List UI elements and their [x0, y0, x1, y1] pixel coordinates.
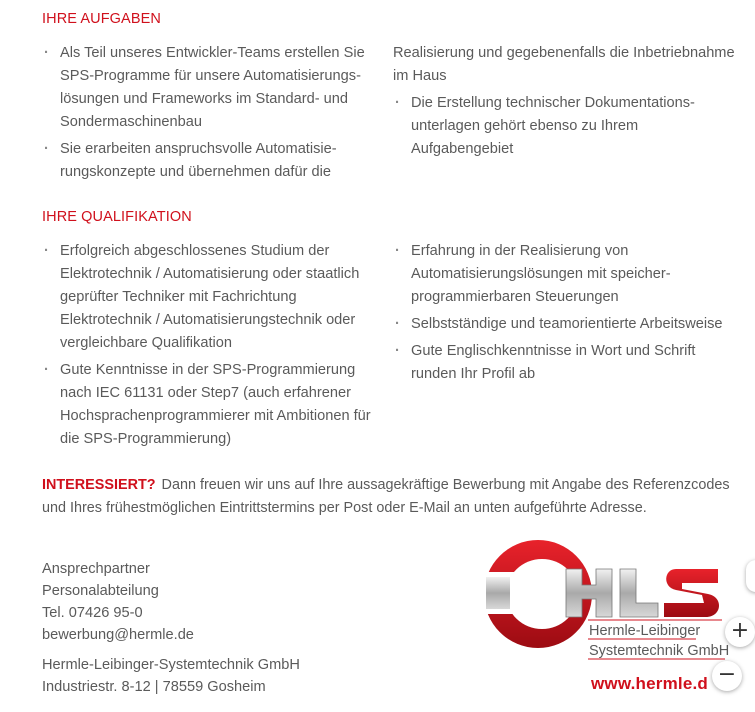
list-item: · Gute Kenntnisse in der SPS-Programmierung nach IEC 61131 oder Step7 (auch erfahrener Hochsprachenprogrammierer mit Ambitionen für die SPS-Programmierung) — [42, 359, 382, 451]
contact-address: Industriestr. 8-12 | 78559 Gosheim — [42, 679, 266, 695]
contact-line2: Personalabteilung — [42, 583, 159, 599]
logo-text-line1: Hermle-Leibinger — [589, 623, 701, 639]
list-item: · Als Teil unseres Entwickler-Teams erstellen Sie SPS-Programme für unsere Automatisierungslösungen und Frameworks im Standard- und Sondermaschinenbau — [42, 42, 382, 134]
list-item: · Erfolgreich abgeschlossenes Studium der Elektrotechnik / Automatisierung oder staatlich geprüfter Techniker mit Fachrichtung Elektrotechnik / Automatisierungstechnik oder vergleichbare Qualifikation — [42, 240, 382, 355]
zoom-out-button[interactable]: − — [712, 661, 742, 691]
contact-email[interactable]: bewerbung@hermle.de — [42, 627, 194, 643]
interest-text: Dann freuen wir uns auf Ihre aussagekräftige Bewerbung mit Angabe des Referenzcodes und Ihres frühestmöglichen Eintrittstermins per Post oder E-Mail an unten aufgeführte Adresse. — [42, 477, 730, 516]
interest-paragraph — [42, 474, 742, 520]
aufgaben-left-column — [42, 42, 382, 188]
website-link[interactable]: www.hermle.d — [591, 674, 709, 693]
contact-company: Hermle-Leibinger-Systemtechnik GmbH — [42, 657, 300, 673]
list-item: · Erfahrung in der Realisierung von Automatisierungslösungen mit speicherprogrammierbaren Steuerungen — [393, 240, 733, 309]
list-item: · Selbstständige und teamorientierte Arbeitsweise — [393, 313, 733, 336]
contact-phone: Tel. 07426 95-0 — [42, 605, 143, 621]
hls-logo — [480, 537, 730, 682]
qualifikation-right-list — [393, 240, 733, 386]
logo-text-line2: Systemtechnik GmbH — [589, 643, 730, 659]
section-title-aufgaben: IHRE AUFGABEN — [42, 11, 161, 27]
section-title-qualifikation: IHRE QUALIFIKATION — [42, 209, 192, 225]
qualifikation-left-list — [42, 240, 382, 451]
zoom-in-button[interactable]: + — [725, 617, 755, 647]
list-item: · Gute Englischkenntnisse in Wort und Schrift runden Ihr Profil ab — [393, 340, 733, 386]
list-item: · Die Erstellung technischer Dokumentationsunterlagen gehört ebenso zu Ihrem Aufgabengebiet — [393, 92, 738, 161]
qualifikation-left-column — [42, 240, 382, 455]
list-item: · Sie erarbeiten anspruchsvolle Automatisierungskonzepte und übernehmen dafür die — [42, 138, 382, 184]
aufgaben-continuation: Realisierung und gegebenenfalls die Inbetriebnahme im Haus — [393, 45, 735, 84]
contact-block — [42, 558, 300, 698]
aufgaben-right-list — [393, 92, 738, 161]
qualifikation-right-column — [393, 240, 733, 390]
aufgaben-right-column — [393, 42, 738, 165]
aufgaben-left-list — [42, 42, 382, 184]
interest-label: INTERESSIERT? — [42, 477, 156, 493]
contact-line1: Ansprechpartner — [42, 561, 150, 577]
side-panel-handle[interactable] — [746, 560, 755, 592]
